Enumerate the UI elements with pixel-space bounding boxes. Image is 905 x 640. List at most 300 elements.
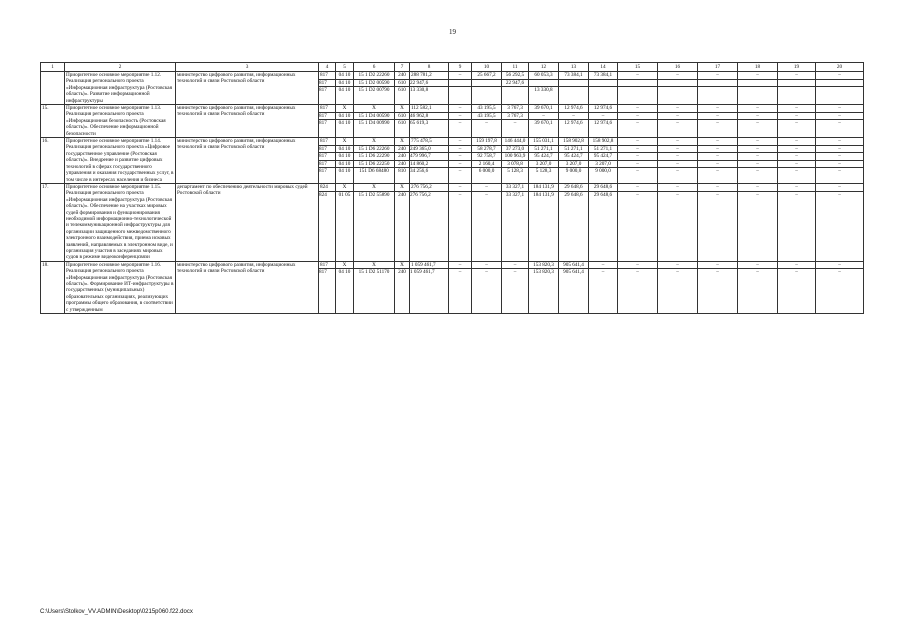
budget-table — [40, 62, 864, 314]
value-line: 73 384,1 — [564, 72, 583, 78]
value-line: 817 — [319, 119, 335, 127]
value-line: 112 582,1 — [411, 105, 432, 112]
value-cell — [816, 183, 864, 261]
value-line: 43 195,5 — [477, 105, 496, 112]
value-line: – — [529, 112, 558, 120]
value-cell — [658, 183, 698, 261]
value-line: – — [449, 268, 471, 276]
value-cell — [778, 72, 816, 105]
value-cell — [354, 261, 395, 313]
value-line: 04 10 — [336, 268, 353, 276]
value-line: – — [698, 160, 737, 168]
value-line: 159 197,8 — [476, 138, 497, 145]
value-line: – — [698, 191, 737, 199]
value-line: – — [658, 145, 697, 153]
value-line — [472, 86, 501, 94]
value-cell — [816, 138, 864, 184]
value-line: 15 1 D6 22260 — [354, 145, 394, 153]
value-line: – — [485, 261, 488, 268]
value-cell — [472, 183, 502, 261]
value-line: 905 641,4 — [559, 268, 588, 276]
value-line: 15 1 D2 51170 — [354, 268, 394, 276]
value-line: – — [618, 167, 657, 175]
value-line: – — [618, 191, 657, 199]
value-line: – — [458, 138, 462, 145]
value-cell — [618, 72, 658, 105]
value-line: – — [698, 152, 737, 160]
value-line: – — [472, 119, 501, 127]
value-cell — [589, 72, 618, 105]
value-line: 46 962,8 — [410, 112, 448, 120]
value-line: 15 1 D2 00790 — [354, 86, 394, 94]
value-line: – — [485, 183, 488, 190]
value-line: – — [778, 191, 815, 199]
value-line — [589, 79, 617, 87]
value-cell — [778, 183, 816, 261]
value-line: 1 059 461,7 — [411, 261, 436, 268]
value-cell — [319, 72, 336, 105]
value-line: – — [716, 72, 719, 78]
column-number: 1 — [41, 63, 65, 72]
value-cell — [529, 261, 559, 313]
value-line: – — [816, 152, 863, 160]
value-cell — [395, 105, 410, 138]
value-line: – — [676, 183, 679, 190]
file-path-footer: C:\Users\Stolkov_VV.ADMIN\Desktop\0215p060.f22.docx — [40, 609, 193, 615]
value-cell — [472, 261, 502, 313]
value-line: 184 131,9 — [529, 191, 558, 199]
value-line: – — [756, 105, 759, 112]
value-line: 817 — [319, 79, 335, 87]
column-number: 4 — [319, 63, 336, 72]
value-line: – — [618, 268, 657, 276]
activity-name: Приоритетное основное мероприятие 1.15. Реализация регионального проекта «Информационная инфраструктура (Ростовская область)». Обеспечение на участках мировых судей формирования и функционирования необходимой информационно-технологической и телекоммуникационной инфраструктуры для организации защищенного межведомственного электронного взаимодействия, приема исковых заявлений, направляемых в электронном виде, и организация участия в заседаниях мировых судов в режиме видеоконференцсвязи — [65, 183, 176, 261]
value-line: 12 974,6 — [589, 119, 617, 127]
value-line — [778, 79, 815, 87]
value-cell — [529, 183, 559, 261]
value-line: 15 1 D2 55890 — [354, 191, 394, 199]
value-line: 58 278,7 — [472, 145, 501, 153]
value-line: – — [618, 160, 657, 168]
value-line: 817 — [320, 105, 328, 112]
value-line: 25 667,2 — [477, 72, 496, 78]
value-line: – — [449, 152, 471, 160]
value-line: – — [838, 138, 841, 145]
value-line: – — [756, 138, 759, 145]
value-cell — [319, 105, 336, 138]
value-line: 155 031,1 — [533, 138, 554, 145]
column-number: 10 — [472, 63, 502, 72]
value-cell — [698, 138, 738, 184]
value-line: – — [838, 183, 841, 190]
value-cell — [410, 138, 449, 184]
value-line: 276 756,2 — [410, 191, 448, 199]
value-line: 29 648,6 — [593, 183, 613, 190]
value-line: X — [372, 138, 376, 145]
value-cell — [589, 138, 618, 184]
value-line: 817 — [320, 138, 328, 145]
value-line: X — [342, 183, 347, 190]
value-cell — [559, 183, 589, 261]
row-number: 17. — [41, 183, 65, 261]
value-line: – — [838, 105, 841, 112]
value-line: – — [738, 191, 777, 199]
value-cell — [336, 138, 354, 184]
value-line: – — [738, 119, 777, 127]
value-cell — [778, 138, 816, 184]
value-cell — [698, 183, 738, 261]
value-line — [738, 86, 777, 94]
value-cell — [449, 183, 472, 261]
value-line: 817 — [319, 86, 335, 94]
value-cell — [589, 261, 618, 313]
value-line: – — [795, 138, 798, 145]
value-line: X — [342, 105, 347, 112]
table-row — [41, 261, 864, 313]
value-line: – — [816, 160, 863, 168]
value-line: – — [698, 112, 737, 120]
value-line: – — [676, 72, 679, 78]
column-number: 19 — [778, 63, 816, 72]
value-line: – — [658, 112, 697, 120]
value-line: 240 — [395, 191, 409, 199]
value-line: – — [756, 72, 759, 78]
value-line: – — [618, 145, 657, 153]
value-line: – — [658, 167, 697, 175]
value-cell — [816, 261, 864, 313]
table-row — [41, 183, 864, 261]
value-cell — [502, 261, 529, 313]
value-cell — [336, 105, 354, 138]
value-line: 29 648,6 — [559, 191, 588, 199]
value-line: X — [372, 183, 376, 190]
executor-name: департамент по обеспечению деятельности мировых судей Ростовской области — [176, 183, 319, 261]
value-line: – — [816, 191, 863, 199]
value-cell — [529, 138, 559, 184]
value-line — [449, 79, 471, 87]
column-number: 2 — [65, 63, 176, 72]
value-line: 810 — [395, 167, 409, 175]
value-cell — [658, 105, 698, 138]
value-line: 51 271,1 — [529, 145, 558, 153]
value-cell — [354, 72, 395, 105]
value-line: 6 000,0 — [472, 167, 501, 175]
value-cell — [395, 183, 410, 261]
value-line: 04 10 — [336, 112, 353, 120]
row-number — [41, 72, 65, 105]
value-line: 1 059 461,7 — [410, 268, 448, 276]
value-line: X — [400, 183, 404, 190]
value-line: 276 756,2 — [411, 183, 432, 190]
value-line — [658, 79, 697, 87]
value-cell — [319, 261, 336, 313]
value-line: – — [778, 145, 815, 153]
value-line: – — [589, 112, 617, 120]
value-line: – — [778, 160, 815, 168]
value-line: 04 10 — [336, 79, 353, 87]
value-line — [449, 86, 471, 94]
value-line: – — [658, 160, 697, 168]
value-line: 610 — [395, 112, 409, 120]
column-number: 17 — [698, 63, 738, 72]
value-line: 04 10 — [336, 160, 353, 168]
value-line: 15 1 D6 22290 — [354, 152, 394, 160]
column-number: 5 — [336, 63, 354, 72]
value-line: – — [816, 145, 863, 153]
executor-name: министерство цифрового развития, информационных технологий и связи Ростовской области — [176, 105, 319, 138]
value-line: 5 128,3 — [529, 167, 558, 175]
value-cell — [698, 105, 738, 138]
value-line: 824 — [319, 191, 335, 199]
value-line: – — [738, 167, 777, 175]
executor-name: министерство цифрового развития, информационных технологий и связи Ростовской области — [176, 138, 319, 184]
value-line: 33 327,1 — [502, 191, 528, 199]
value-line: 13 330,8 — [529, 86, 558, 94]
value-line: 2 160,4 — [472, 160, 501, 168]
value-line: 3 207,0 — [559, 160, 588, 168]
executor-name: министерство цифрового развития, информационных технологий и связи Ростовской области — [176, 261, 319, 313]
value-line: 158 902,8 — [592, 138, 614, 145]
value-line: – — [738, 112, 777, 120]
value-line: – — [838, 72, 841, 78]
value-line: 817 — [319, 112, 335, 120]
value-line: – — [502, 268, 528, 276]
value-line: 04 10 — [336, 86, 353, 94]
value-line: – — [778, 112, 815, 120]
value-line: – — [502, 119, 528, 127]
value-line: 34 256,6 — [410, 167, 448, 175]
value-line: 817 — [320, 261, 328, 268]
value-line: – — [472, 191, 501, 199]
value-line — [529, 79, 558, 87]
value-line: 9 000,0 — [559, 167, 588, 175]
value-cell — [449, 72, 472, 105]
value-cell — [319, 138, 336, 184]
value-cell — [449, 138, 472, 184]
value-cell — [816, 105, 864, 138]
value-line — [502, 86, 528, 94]
value-cell — [410, 72, 449, 105]
column-number: 9 — [449, 63, 472, 72]
value-line: 3 207,0 — [529, 160, 558, 168]
value-line — [472, 79, 501, 87]
column-number: 13 — [559, 63, 589, 72]
value-line: 04 10 — [336, 167, 353, 175]
value-line: – — [658, 268, 697, 276]
value-cell — [354, 183, 395, 261]
row-number: 15. — [41, 105, 65, 138]
value-line: 151 D6 68480 — [354, 167, 394, 175]
value-line: 15 1 D4 00590 — [354, 112, 394, 120]
value-line: 04 10 — [336, 152, 353, 160]
value-line: – — [716, 105, 719, 112]
value-cell — [472, 138, 502, 184]
value-line: – — [778, 152, 815, 160]
value-line: 56 292,5 — [505, 72, 525, 78]
value-line: – — [716, 183, 719, 190]
value-line: 14 860,2 — [410, 160, 448, 168]
value-line: 15 1 D2 00590 — [354, 79, 394, 87]
value-line — [618, 86, 657, 94]
value-line: – — [449, 145, 471, 153]
value-line: 817 — [319, 152, 335, 160]
value-line: 39 670,1 — [529, 119, 558, 127]
value-line: 12 974,6 — [564, 105, 583, 112]
executor-name: министерство цифрового развития, информационных технологий и связи Ростовской области — [176, 72, 319, 105]
value-line: – — [458, 183, 462, 190]
value-cell — [529, 105, 559, 138]
value-line: – — [449, 119, 471, 127]
value-line: 249 365,0 — [410, 145, 448, 153]
value-line: – — [716, 138, 719, 145]
column-number: 3 — [176, 63, 319, 72]
value-cell — [658, 72, 698, 105]
value-line — [559, 79, 588, 87]
value-line: – — [449, 167, 471, 175]
value-line: – — [458, 261, 462, 268]
value-line: – — [458, 105, 462, 112]
column-number: 16 — [658, 63, 698, 72]
value-cell — [559, 138, 589, 184]
value-cell — [658, 261, 698, 313]
value-line: 04 10 — [338, 72, 351, 78]
value-line: – — [795, 105, 798, 112]
value-line: – — [601, 261, 605, 268]
value-cell — [502, 105, 529, 138]
value-cell — [502, 183, 529, 261]
column-number: 12 — [529, 63, 559, 72]
value-line: 824 — [320, 183, 328, 190]
value-line: – — [698, 167, 737, 175]
column-number: 20 — [816, 63, 864, 72]
value-cell — [395, 261, 410, 313]
value-line: – — [636, 138, 639, 145]
value-cell — [395, 72, 410, 105]
value-line: 905 641,4 — [563, 261, 584, 268]
value-line: 13 330,8 — [410, 86, 448, 94]
value-cell — [738, 138, 778, 184]
value-line: – — [738, 160, 777, 168]
value-line: 817 — [319, 160, 335, 168]
value-line: – — [716, 261, 719, 268]
value-line: – — [698, 145, 737, 153]
page-number: 19 — [449, 28, 456, 36]
value-line: X — [400, 105, 404, 112]
value-line: 610 — [395, 79, 409, 87]
value-cell — [589, 105, 618, 138]
value-line: – — [816, 112, 863, 120]
value-line: 33 327,1 — [505, 183, 525, 190]
value-line: 12 974,6 — [559, 119, 588, 127]
value-line: 60 053,3 — [534, 72, 553, 78]
value-line: 240 — [398, 72, 406, 78]
value-line: – — [756, 183, 759, 190]
value-line: 51 271,1 — [559, 145, 588, 153]
column-number-row — [41, 63, 864, 72]
value-line: 3 767,3 — [507, 105, 523, 112]
value-cell — [698, 72, 738, 105]
value-line: 29 648,6 — [589, 191, 617, 199]
value-line: – — [472, 268, 501, 276]
activity-name: Приоритетное основное мероприятие 1.12. Реализация регионального проекта «Информационная инфраструктура (Ростовская область)». Развитие информационной инфраструктуры — [65, 72, 176, 105]
value-line: 240 — [395, 152, 409, 160]
value-line: 775 478,5 — [411, 138, 432, 145]
value-cell — [738, 72, 778, 105]
value-cell — [816, 72, 864, 105]
value-line: X — [400, 261, 404, 268]
value-line: 610 — [395, 86, 409, 94]
value-line: – — [816, 119, 863, 127]
value-line: 240 — [395, 160, 409, 168]
value-line: – — [618, 119, 657, 127]
value-cell — [395, 138, 410, 184]
value-line: 73 384,1 — [593, 72, 613, 78]
value-line: – — [778, 119, 815, 127]
value-line: – — [738, 152, 777, 160]
value-cell — [336, 72, 354, 105]
column-number: 14 — [589, 63, 618, 72]
value-line — [559, 86, 588, 94]
value-line: 15 1 D4 00990 — [354, 119, 394, 127]
value-line: – — [636, 72, 639, 78]
value-line — [816, 79, 863, 87]
value-line: – — [778, 167, 815, 175]
value-line: – — [658, 152, 697, 160]
value-cell — [354, 138, 395, 184]
value-cell — [778, 105, 816, 138]
value-line: – — [795, 183, 798, 190]
column-number: 6 — [354, 63, 395, 72]
value-line: – — [778, 268, 815, 276]
value-line: 37 273,0 — [502, 145, 528, 153]
value-line: 04 10 — [336, 145, 353, 153]
column-number: 8 — [410, 63, 449, 72]
value-line — [816, 86, 863, 94]
table-row — [41, 72, 864, 105]
value-line: X — [372, 261, 376, 268]
value-line: – — [676, 138, 679, 145]
value-line: – — [795, 261, 798, 268]
value-line: 22 947,6 — [410, 79, 448, 87]
value-cell — [354, 105, 395, 138]
value-line: 288 781,2 — [411, 72, 432, 78]
value-line: X — [400, 138, 404, 145]
value-cell — [472, 72, 502, 105]
value-line: – — [618, 112, 657, 120]
value-line: 817 — [320, 72, 328, 78]
value-line: – — [449, 112, 471, 120]
value-line — [778, 86, 815, 94]
value-cell — [472, 105, 502, 138]
value-line: 15 1 D2 22260 — [358, 72, 390, 78]
value-line: 817 — [319, 268, 335, 276]
value-cell — [502, 72, 529, 105]
value-cell — [410, 183, 449, 261]
value-cell — [529, 72, 559, 105]
value-cell — [738, 261, 778, 313]
value-line: 43 195,5 — [472, 112, 501, 120]
value-line: 9 000,0 — [589, 167, 617, 175]
value-line: 95 424,7 — [559, 152, 588, 160]
row-number: 18. — [41, 261, 65, 313]
value-line: 3 078,8 — [502, 160, 528, 168]
value-line: 146 444,0 — [504, 138, 526, 145]
value-line: 479 996,7 — [410, 152, 448, 160]
value-line: – — [795, 72, 798, 78]
value-cell — [778, 261, 816, 313]
value-line: 184 131,9 — [533, 183, 554, 190]
value-line: – — [816, 167, 863, 175]
